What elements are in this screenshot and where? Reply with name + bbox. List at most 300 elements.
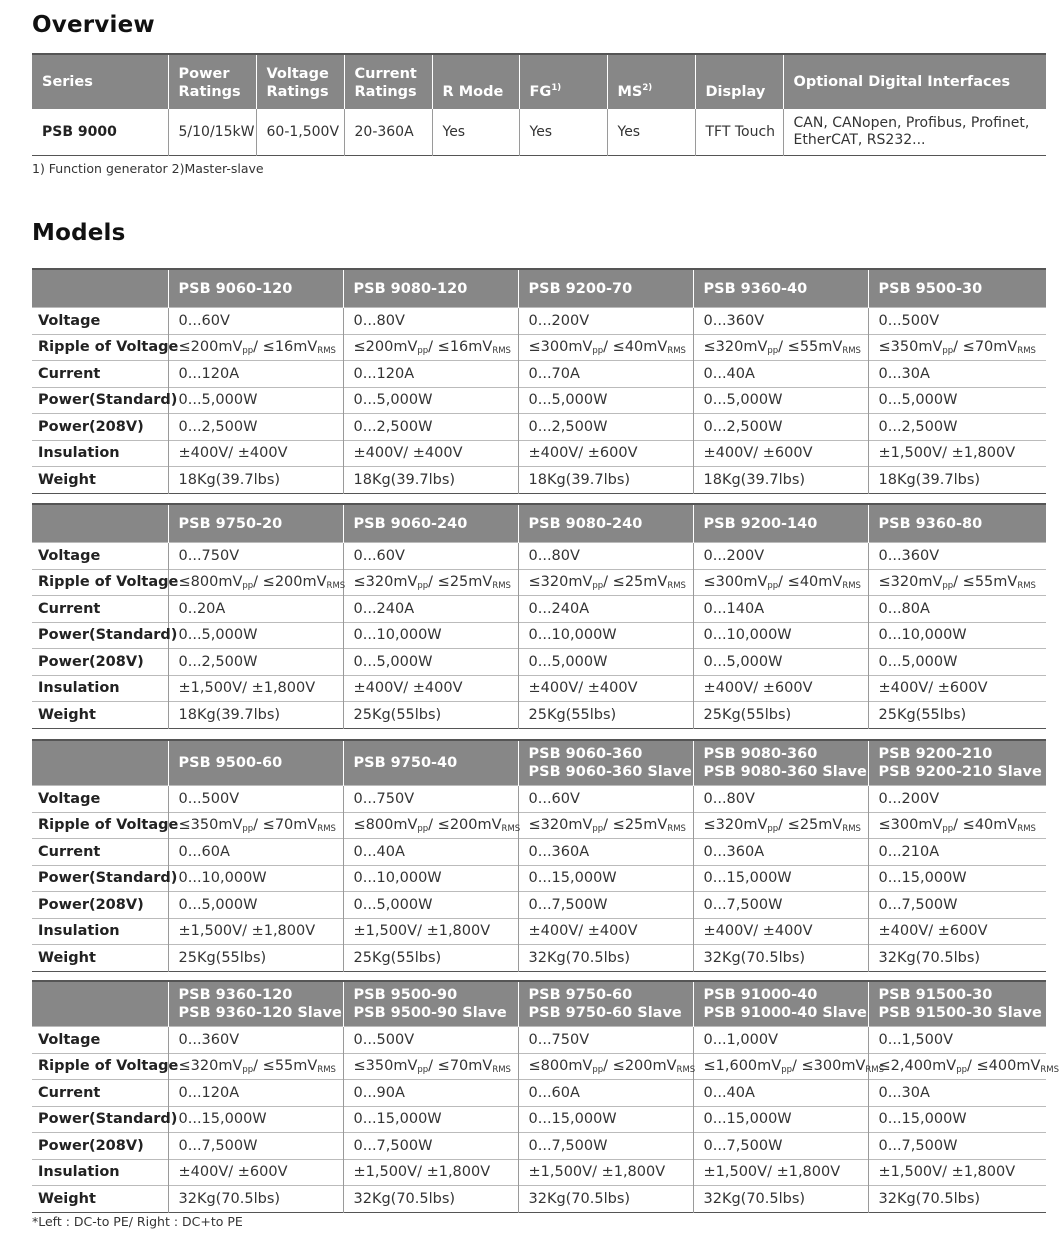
cell-current: 20-360A: [344, 109, 432, 156]
ripple-unit-subscript: RMS: [842, 823, 861, 834]
spec-cell: [693, 812, 868, 839]
model-header-cell: [343, 981, 518, 1027]
ripple-value: / ≤25mV: [603, 573, 668, 590]
ripple-unit-subscript: RMS: [667, 580, 686, 591]
model-header-cell: [868, 504, 1046, 543]
spec-row-weight: [32, 945, 1046, 972]
ripple-value: / ≤200mV: [603, 1057, 677, 1074]
header-fg-label: FG: [529, 84, 552, 100]
spec-cell: 0...7,500W: [693, 892, 868, 919]
spec-cell: 0...30A: [868, 361, 1046, 388]
spec-cell: 0...5,000W: [168, 892, 343, 919]
ripple-unit-subscript: RMS: [492, 580, 511, 591]
row-label: Ripple of Voltage: [32, 812, 168, 839]
spec-cell: 0...5,000W: [343, 387, 518, 414]
spec-row-voltage: [32, 1027, 1046, 1054]
ripple-unit-subscript: pp: [781, 1064, 793, 1075]
row-label: Weight: [32, 467, 168, 494]
spec-cell: 0...5,000W: [343, 892, 518, 919]
spec-row-current: [32, 596, 1046, 623]
ripple-value: ≤320mV: [528, 816, 593, 833]
spec-row-ripple-of-voltage: [32, 569, 1046, 596]
spec-cell: ±1,500V/ ±1,800V: [868, 440, 1046, 467]
models-table-3: [32, 739, 1046, 972]
spec-cell: 25Kg(55lbs): [693, 702, 868, 729]
model-name-psb-9080-240: PSB 9080-240: [528, 515, 643, 532]
spec-cell: ±400V/ ±600V: [518, 440, 693, 467]
spec-cell: 0...15,000W: [518, 865, 693, 892]
row-label: Ripple of Voltage: [32, 1053, 168, 1080]
ripple-value: / ≤25mV: [603, 816, 668, 833]
spec-row-insulation: [32, 440, 1046, 467]
spec-cell: 0...360A: [518, 839, 693, 866]
spec-cell: 0...2,500W: [693, 414, 868, 441]
spec-cell: 18Kg(39.7lbs): [693, 467, 868, 494]
overview-header-row: [32, 54, 1046, 109]
spec-cell: 0...10,000W: [693, 622, 868, 649]
model-header-cell: [168, 504, 343, 543]
spec-cell: 0...5,000W: [518, 649, 693, 676]
spec-cell: 0...60V: [518, 786, 693, 813]
spec-cell: ±400V/ ±400V: [518, 675, 693, 702]
model-header-cell: [518, 504, 693, 543]
ripple-unit-subscript: RMS: [667, 823, 686, 834]
spec-row-current: [32, 361, 1046, 388]
ripple-unit-subscript: RMS: [842, 345, 861, 356]
overview-data-row: [32, 109, 1046, 156]
spec-cell: 0...15,000W: [868, 865, 1046, 892]
ripple-unit-subscript: pp: [592, 823, 604, 834]
model-header-cell: [168, 269, 343, 308]
spec-cell: 0...2,500W: [868, 414, 1046, 441]
model-header-cell: [168, 981, 343, 1027]
spec-cell: 0...5,000W: [343, 649, 518, 676]
cell-fg: Yes: [519, 109, 607, 156]
spec-cell: [518, 334, 693, 361]
cell-ms: Yes: [607, 109, 695, 156]
header-ms-label: MS: [617, 84, 643, 100]
model-header-cell: [518, 269, 693, 308]
spec-cell: 0...5,000W: [693, 649, 868, 676]
header-blank-cell: [32, 981, 168, 1027]
model-name-psb-9360-40: PSB 9360-40: [703, 280, 808, 297]
model-name-psb-9750-60-slave: PSB 9750-60 Slave: [528, 1005, 682, 1021]
ripple-value: / ≤40mV: [953, 816, 1018, 833]
ripple-unit-subscript: pp: [592, 345, 604, 356]
header-fg: [519, 54, 607, 109]
header-ms: [607, 54, 695, 109]
spec-cell: ±1,500V/ ±1,800V: [343, 918, 518, 945]
spec-cell: 0...80A: [868, 596, 1046, 623]
spec-cell: ±400V/ ±600V: [693, 675, 868, 702]
spec-cell: 0...60A: [168, 839, 343, 866]
spec-cell: 0...200V: [518, 308, 693, 335]
spec-cell: 18Kg(39.7lbs): [168, 702, 343, 729]
spec-cell: 0...15,000W: [868, 1106, 1046, 1133]
model-name-psb-9200-140: PSB 9200-140: [703, 515, 818, 532]
spec-cell: [343, 1053, 518, 1080]
model-name-psb-91500-30-slave: PSB 91500-30 Slave: [878, 1005, 1042, 1021]
ripple-unit-subscript: RMS: [667, 345, 686, 356]
spec-cell: 18Kg(39.7lbs): [868, 467, 1046, 494]
spec-row-weight: [32, 467, 1046, 494]
model-header-cell: [693, 981, 868, 1027]
spec-cell: 0...2,500W: [168, 414, 343, 441]
spec-cell: 0...360V: [693, 308, 868, 335]
spec-cell: 0...15,000W: [518, 1106, 693, 1133]
spec-row-ripple-of-voltage: [32, 1053, 1046, 1080]
ripple-unit-subscript: RMS: [501, 823, 521, 834]
ripple-value: / ≤55mV: [253, 1057, 318, 1074]
spec-row-insulation: [32, 918, 1046, 945]
spec-cell: 0...15,000W: [693, 865, 868, 892]
model-name-psb-9060-360: PSB 9060-360: [528, 746, 643, 762]
model-name-psb-9500-90: PSB 9500-90: [353, 987, 458, 1003]
ripple-value: ≤200mV: [178, 338, 243, 355]
model-name-psb-9500-60: PSB 9500-60: [178, 755, 283, 771]
ripple-value: ≤320mV: [703, 338, 768, 355]
model-name-psb-9200-210: PSB 9200-210: [878, 746, 993, 762]
spec-row-power-standard: [32, 622, 1046, 649]
ripple-unit-subscript: RMS: [317, 1064, 336, 1075]
spec-cell: 0...15,000W: [343, 1106, 518, 1133]
ripple-value: ≤350mV: [353, 1057, 418, 1074]
header-blank-cell: [32, 740, 168, 786]
spec-cell: 0...500V: [868, 308, 1046, 335]
models-table-1: [32, 268, 1046, 494]
model-header-cell: [868, 981, 1046, 1027]
spec-cell: 0...80V: [343, 308, 518, 335]
spec-cell: 0...1,000V: [693, 1027, 868, 1054]
row-label: Weight: [32, 1186, 168, 1213]
ripple-unit-subscript: pp: [417, 1064, 429, 1075]
model-name-psb-9360-120: PSB 9360-120: [178, 987, 293, 1003]
spec-row-power-standard: [32, 865, 1046, 892]
models-table-2: [32, 503, 1046, 729]
spec-row-power-208v: [32, 414, 1046, 441]
spec-cell: ±400V/ ±400V: [343, 675, 518, 702]
spec-cell: 0...70A: [518, 361, 693, 388]
spec-cell: [868, 1053, 1060, 1080]
spec-cell: 0...15,000W: [168, 1106, 343, 1133]
ripple-unit-subscript: pp: [767, 580, 779, 591]
spec-cell: 0...360A: [693, 839, 868, 866]
spec-cell: 32Kg(70.5lbs): [168, 1186, 343, 1213]
model-name-psb-9750-20: PSB 9750-20: [178, 515, 283, 532]
spec-cell: 0...5,000W: [693, 387, 868, 414]
ripple-value: ≤300mV: [528, 338, 593, 355]
cell-power: 5/10/15kW: [168, 109, 256, 156]
model-name-psb-9080-120: PSB 9080-120: [353, 280, 468, 297]
cell-display: TFT Touch: [695, 109, 783, 156]
spec-cell: 0...60V: [343, 543, 518, 570]
ripple-unit-subscript: pp: [956, 1064, 968, 1075]
overview-footnote: 1) Function generator 2)Master-slave: [32, 161, 264, 176]
spec-cell: [343, 334, 518, 361]
spec-cell: 0...60A: [518, 1080, 693, 1107]
ripple-unit-subscript: RMS: [676, 1064, 696, 1075]
model-header-cell: [693, 504, 868, 543]
row-label: Insulation: [32, 440, 168, 467]
ripple-value: / ≤25mV: [778, 816, 843, 833]
ripple-unit-subscript: pp: [942, 345, 954, 356]
spec-cell: 0...2,500W: [518, 414, 693, 441]
ripple-value: ≤350mV: [878, 338, 943, 355]
ripple-unit-subscript: RMS: [326, 580, 346, 591]
model-name-psb-9500-30: PSB 9500-30: [878, 280, 983, 297]
spec-row-current: [32, 1080, 1046, 1107]
spec-cell: [518, 569, 693, 596]
row-label: Voltage: [32, 543, 168, 570]
ripple-unit-subscript: RMS: [317, 823, 336, 834]
spec-cell: 0...750V: [518, 1027, 693, 1054]
header-fg-footnote-mark: 1): [551, 83, 562, 93]
ripple-value: ≤320mV: [353, 573, 418, 590]
model-header-cell: [168, 740, 343, 786]
row-label: Voltage: [32, 786, 168, 813]
spec-cell: 32Kg(70.5lbs): [868, 945, 1046, 972]
spec-cell: 32Kg(70.5lbs): [518, 945, 693, 972]
spec-cell: 0...2,500W: [168, 649, 343, 676]
spec-row-power-208v: [32, 1133, 1046, 1160]
model-name-psb-9080-360: PSB 9080-360: [703, 746, 818, 762]
spec-cell: 0...500V: [168, 786, 343, 813]
spec-cell: ±400V/ ±400V: [343, 440, 518, 467]
ripple-value: ≤800mV: [353, 816, 418, 833]
spec-cell: 0...60V: [168, 308, 343, 335]
spec-cell: 0...10,000W: [518, 622, 693, 649]
spec-cell: ±400V/ ±600V: [868, 918, 1046, 945]
ripple-unit-subscript: pp: [242, 823, 254, 834]
row-label: Power(208V): [32, 649, 168, 676]
ripple-unit-subscript: RMS: [842, 580, 861, 591]
model-header-row: [32, 504, 1046, 543]
cell-r-mode: Yes: [432, 109, 519, 156]
row-label: Voltage: [32, 308, 168, 335]
spec-cell: 0...360V: [168, 1027, 343, 1054]
ripple-value: ≤800mV: [528, 1057, 593, 1074]
header-current-ratings: Current Ratings: [344, 54, 432, 109]
spec-cell: ±400V/ ±600V: [693, 440, 868, 467]
model-name-psb-91000-40-slave: PSB 91000-40 Slave: [703, 1005, 867, 1021]
model-name-psb-9750-60: PSB 9750-60: [528, 987, 633, 1003]
header-interfaces: Optional Digital Interfaces: [783, 54, 1046, 109]
spec-cell: 0...10,000W: [343, 622, 518, 649]
row-label: Power(Standard): [32, 865, 168, 892]
ripple-unit-subscript: pp: [767, 823, 779, 834]
spec-cell: [868, 812, 1046, 839]
ripple-value: ≤320mV: [178, 1057, 243, 1074]
ripple-value: / ≤300mV: [792, 1057, 866, 1074]
ripple-unit-subscript: RMS: [317, 345, 336, 356]
ripple-value: ≤320mV: [528, 573, 593, 590]
models-table-4: [32, 980, 1060, 1213]
spec-cell: 0...7,500W: [868, 1133, 1046, 1160]
ripple-value: / ≤25mV: [428, 573, 493, 590]
model-header-cell: [343, 740, 518, 786]
model-name-psb-91000-40: PSB 91000-40: [703, 987, 818, 1003]
spec-cell: 0...750V: [343, 786, 518, 813]
spec-cell: [168, 569, 346, 596]
model-name-psb-9360-80: PSB 9360-80: [878, 515, 983, 532]
spec-cell: ±1,500V/ ±1,800V: [518, 1159, 693, 1186]
ripple-unit-subscript: RMS: [492, 1064, 511, 1075]
row-label: Power(Standard): [32, 622, 168, 649]
spec-cell: 0...80V: [518, 543, 693, 570]
models-footnote: *Left : DC-to PE/ Right : DC+to PE: [32, 1214, 243, 1229]
spec-cell: 0...5,000W: [518, 387, 693, 414]
spec-cell: ±400V/ ±600V: [168, 1159, 343, 1186]
cell-series: PSB 9000: [32, 109, 168, 156]
spec-cell: ±1,500V/ ±1,800V: [343, 1159, 518, 1186]
spec-cell: [693, 1053, 885, 1080]
spec-cell: 25Kg(55lbs): [168, 945, 343, 972]
spec-cell: [343, 812, 521, 839]
spec-cell: 0...240A: [343, 596, 518, 623]
header-display: Display: [695, 54, 783, 109]
row-label: Power(208V): [32, 414, 168, 441]
spec-row-voltage: [32, 543, 1046, 570]
spec-cell: ±400V/ ±600V: [868, 675, 1046, 702]
spec-row-insulation: [32, 675, 1046, 702]
spec-cell: ±1,500V/ ±1,800V: [168, 675, 343, 702]
spec-row-ripple-of-voltage: [32, 812, 1046, 839]
row-label: Insulation: [32, 1159, 168, 1186]
ripple-unit-subscript: pp: [942, 823, 954, 834]
ripple-value: / ≤16mV: [428, 338, 493, 355]
row-label: Voltage: [32, 1027, 168, 1054]
spec-cell: 0...750V: [168, 543, 343, 570]
spec-cell: 0...90A: [343, 1080, 518, 1107]
model-name-psb-9080-360-slave: PSB 9080-360 Slave: [703, 764, 867, 780]
ripple-unit-subscript: RMS: [1040, 1064, 1060, 1075]
model-header-row: [32, 269, 1046, 308]
spec-cell: 0...500V: [343, 1027, 518, 1054]
ripple-value: ≤300mV: [703, 573, 768, 590]
ripple-value: ≤320mV: [878, 573, 943, 590]
row-label: Weight: [32, 945, 168, 972]
ripple-value: ≤300mV: [878, 816, 943, 833]
ripple-value: ≤200mV: [353, 338, 418, 355]
spec-cell: 0...200V: [868, 786, 1046, 813]
spec-cell: 0...7,500W: [343, 1133, 518, 1160]
spec-row-weight: [32, 1186, 1046, 1213]
model-header-cell: [343, 504, 518, 543]
spec-cell: 0...40A: [343, 839, 518, 866]
row-label: Weight: [32, 702, 168, 729]
spec-cell: 0...5,000W: [868, 649, 1046, 676]
ripple-unit-subscript: pp: [417, 580, 429, 591]
ripple-unit-subscript: RMS: [1017, 823, 1036, 834]
spec-cell: 0...120A: [168, 1080, 343, 1107]
spec-cell: ±1,500V/ ±1,800V: [168, 918, 343, 945]
row-label: Power(208V): [32, 892, 168, 919]
spec-row-power-208v: [32, 649, 1046, 676]
ripple-value: / ≤70mV: [428, 1057, 493, 1074]
ripple-value: / ≤40mV: [603, 338, 668, 355]
spec-cell: 0...10,000W: [343, 865, 518, 892]
model-name-psb-9200-210-slave: PSB 9200-210 Slave: [878, 764, 1042, 780]
overview-heading: Overview: [32, 12, 155, 38]
spec-cell: 25Kg(55lbs): [343, 702, 518, 729]
header-series: Series: [32, 54, 168, 109]
ripple-value: ≤800mV: [178, 573, 243, 590]
row-label: Current: [32, 596, 168, 623]
header-ms-footnote-mark: 2): [642, 83, 653, 93]
ripple-value: / ≤55mV: [953, 573, 1018, 590]
spec-cell: [693, 569, 868, 596]
spec-cell: 0...80V: [693, 786, 868, 813]
spec-cell: 0...240A: [518, 596, 693, 623]
spec-cell: 18Kg(39.7lbs): [168, 467, 343, 494]
spec-cell: [168, 1053, 343, 1080]
ripple-value: / ≤200mV: [253, 573, 327, 590]
spec-cell: ±400V/ ±400V: [168, 440, 343, 467]
model-header-cell: [343, 269, 518, 308]
spec-cell: ±400V/ ±400V: [518, 918, 693, 945]
spec-row-current: [32, 839, 1046, 866]
spec-row-insulation: [32, 1159, 1046, 1186]
spec-cell: 0...120A: [343, 361, 518, 388]
ripple-value: / ≤70mV: [253, 816, 318, 833]
ripple-unit-subscript: pp: [417, 823, 429, 834]
ripple-value: / ≤400mV: [967, 1057, 1041, 1074]
row-label: Current: [32, 839, 168, 866]
ripple-value: / ≤55mV: [778, 338, 843, 355]
spec-row-voltage: [32, 786, 1046, 813]
spec-cell: 0...120A: [168, 361, 343, 388]
spec-cell: 18Kg(39.7lbs): [518, 467, 693, 494]
model-name-psb-9750-40: PSB 9750-40: [353, 755, 458, 771]
model-header-cell: [518, 740, 693, 786]
spec-cell: 0...10,000W: [168, 865, 343, 892]
spec-row-power-standard: [32, 387, 1046, 414]
spec-cell: 0...7,500W: [693, 1133, 868, 1160]
spec-cell: 32Kg(70.5lbs): [693, 1186, 868, 1213]
ripple-unit-subscript: pp: [592, 580, 604, 591]
overview-table: [32, 53, 1046, 156]
ripple-unit-subscript: pp: [242, 345, 254, 356]
spec-cell: 0...40A: [693, 361, 868, 388]
spec-cell: ±1,500V/ ±1,800V: [693, 1159, 868, 1186]
model-header-row: [32, 740, 1046, 786]
spec-row-voltage: [32, 308, 1046, 335]
ripple-value: / ≤70mV: [953, 338, 1018, 355]
ripple-value: ≤350mV: [178, 816, 243, 833]
spec-cell: 0...40A: [693, 1080, 868, 1107]
spec-cell: ±400V/ ±400V: [693, 918, 868, 945]
spec-cell: 0...200V: [693, 543, 868, 570]
ripple-unit-subscript: pp: [942, 580, 954, 591]
spec-cell: [868, 569, 1046, 596]
row-label: Ripple of Voltage: [32, 569, 168, 596]
model-header-row: [32, 981, 1046, 1027]
spec-cell: 32Kg(70.5lbs): [693, 945, 868, 972]
spec-cell: [343, 569, 518, 596]
row-label: Power(Standard): [32, 387, 168, 414]
ripple-unit-subscript: pp: [242, 580, 254, 591]
model-header-cell: [868, 269, 1046, 308]
ripple-unit-subscript: pp: [592, 1064, 604, 1075]
ripple-unit-subscript: RMS: [1017, 580, 1036, 591]
spec-cell: 25Kg(55lbs): [343, 945, 518, 972]
spec-cell: [518, 812, 693, 839]
spec-cell: 0...5,000W: [168, 387, 343, 414]
ripple-value: ≤1,600mV: [703, 1057, 782, 1074]
spec-cell: [693, 334, 868, 361]
model-name-psb-9060-240: PSB 9060-240: [353, 515, 468, 532]
model-name-psb-9360-120-slave: PSB 9360-120 Slave: [178, 1005, 342, 1021]
